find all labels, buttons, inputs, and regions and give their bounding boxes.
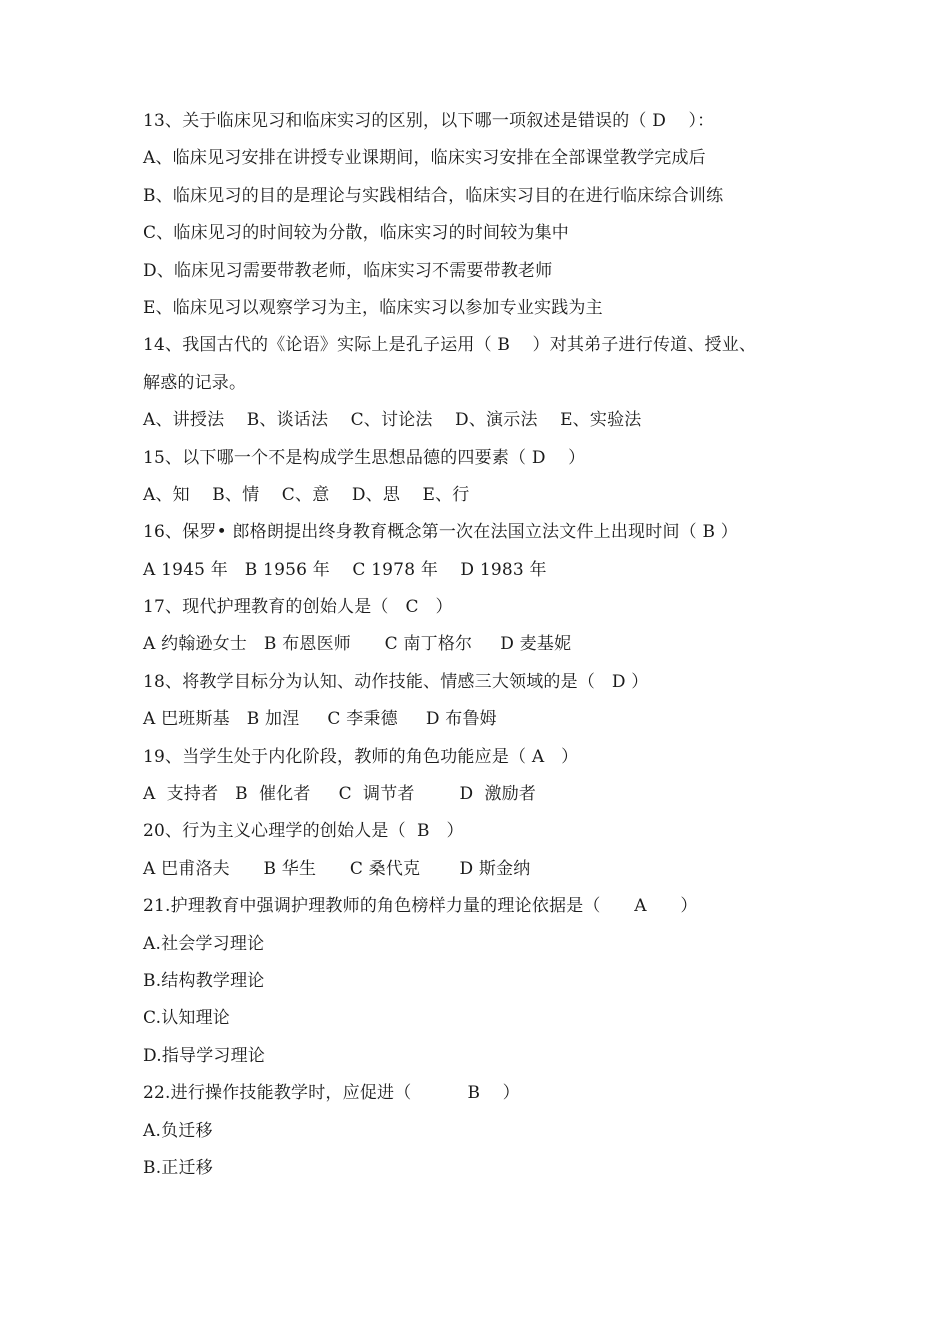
question-22-option-b: B.正迁移 bbox=[143, 1157, 213, 1178]
question-17-options: A 约翰逊女士 B 布恩医师 C 南丁格尔 D 麦基妮 bbox=[143, 634, 572, 655]
question-13-option-d: D、临床见习需要带教老师，临床实习不需要带教老师 bbox=[143, 260, 553, 281]
question-19-stem: 19、当学生处于内化阶段，教师的角色功能应是（ A ） bbox=[143, 746, 579, 767]
question-13-option-c: C、临床见习的时间较为分散，临床实习的时间较为集中 bbox=[143, 223, 570, 244]
question-17-stem: 17、现代护理教育的创始人是（ C ） bbox=[143, 597, 453, 618]
question-22-stem: 22.进行操作技能教学时，应促进（ B ） bbox=[143, 1083, 520, 1104]
question-13-stem: 13、关于临床见习和临床实习的区别，以下哪一项叙述是错误的（ D ）： bbox=[143, 111, 715, 131]
question-13-option-b: B、临床见习的目的是理论与实践相结合，临床实习目的在进行临床综合训练 bbox=[143, 185, 724, 206]
question-22-option-a: A.负迁移 bbox=[143, 1120, 213, 1141]
question-19-options: A 支持者 B 催化者 C 调节者 D 激励者 bbox=[143, 784, 537, 805]
question-20-stem: 20、行为主义心理学的创始人是（ B ） bbox=[143, 821, 464, 842]
question-18-options: A 巴班斯基 B 加涅 C 李秉德 D 布鲁姆 bbox=[143, 709, 497, 730]
question-21-stem: 21.护理教育中强调护理教师的角色榜样力量的理论依据是（ A ） bbox=[143, 896, 698, 917]
question-15-stem: 15、以下哪一个不是构成学生思想品德的四要素（ D ） bbox=[143, 447, 586, 468]
question-16-stem: 16、保罗• 郎格朗提出终身教育概念第一次在法国立法文件上出现时间（ B ） bbox=[143, 522, 738, 543]
question-14-stem-continued: 解惑的记录。 bbox=[143, 372, 247, 393]
question-21-option-d: D.指导学习理论 bbox=[143, 1045, 266, 1066]
question-text-block bbox=[143, 103, 823, 1187]
question-13-option-a: A、临床见习安排在讲授专业课期间，临床实习安排在全部课堂教学完成后 bbox=[143, 148, 706, 169]
question-13-option-e: E、临床见习以观察学习为主，临床实习以参加专业实践为主 bbox=[143, 297, 603, 318]
question-18-stem: 18、将教学目标分为认知、动作技能、情感三大领域的是（ D ） bbox=[143, 671, 649, 692]
question-15-options: A、知 B、情 C、意 D、思 E、行 bbox=[143, 484, 470, 505]
question-21-option-a: A.社会学习理论 bbox=[143, 933, 265, 954]
question-14-options: A、讲授法 B、谈话法 C、讨论法 D、演示法 E、实验法 bbox=[143, 410, 642, 431]
question-20-options: A 巴甫洛夫 B 华生 C 桑代克 D 斯金纳 bbox=[143, 858, 531, 879]
question-21-option-c: C.认知理论 bbox=[143, 1008, 231, 1029]
question-21-option-b: B.结构教学理论 bbox=[143, 970, 265, 991]
question-16-options: A 1945 年 B 1956 年 C 1978 年 D 1983 年 bbox=[143, 559, 547, 580]
question-14-stem: 14、我国古代的《论语》实际上是孔子运用（ B ）对其弟子进行传道、授业、 bbox=[143, 335, 757, 356]
